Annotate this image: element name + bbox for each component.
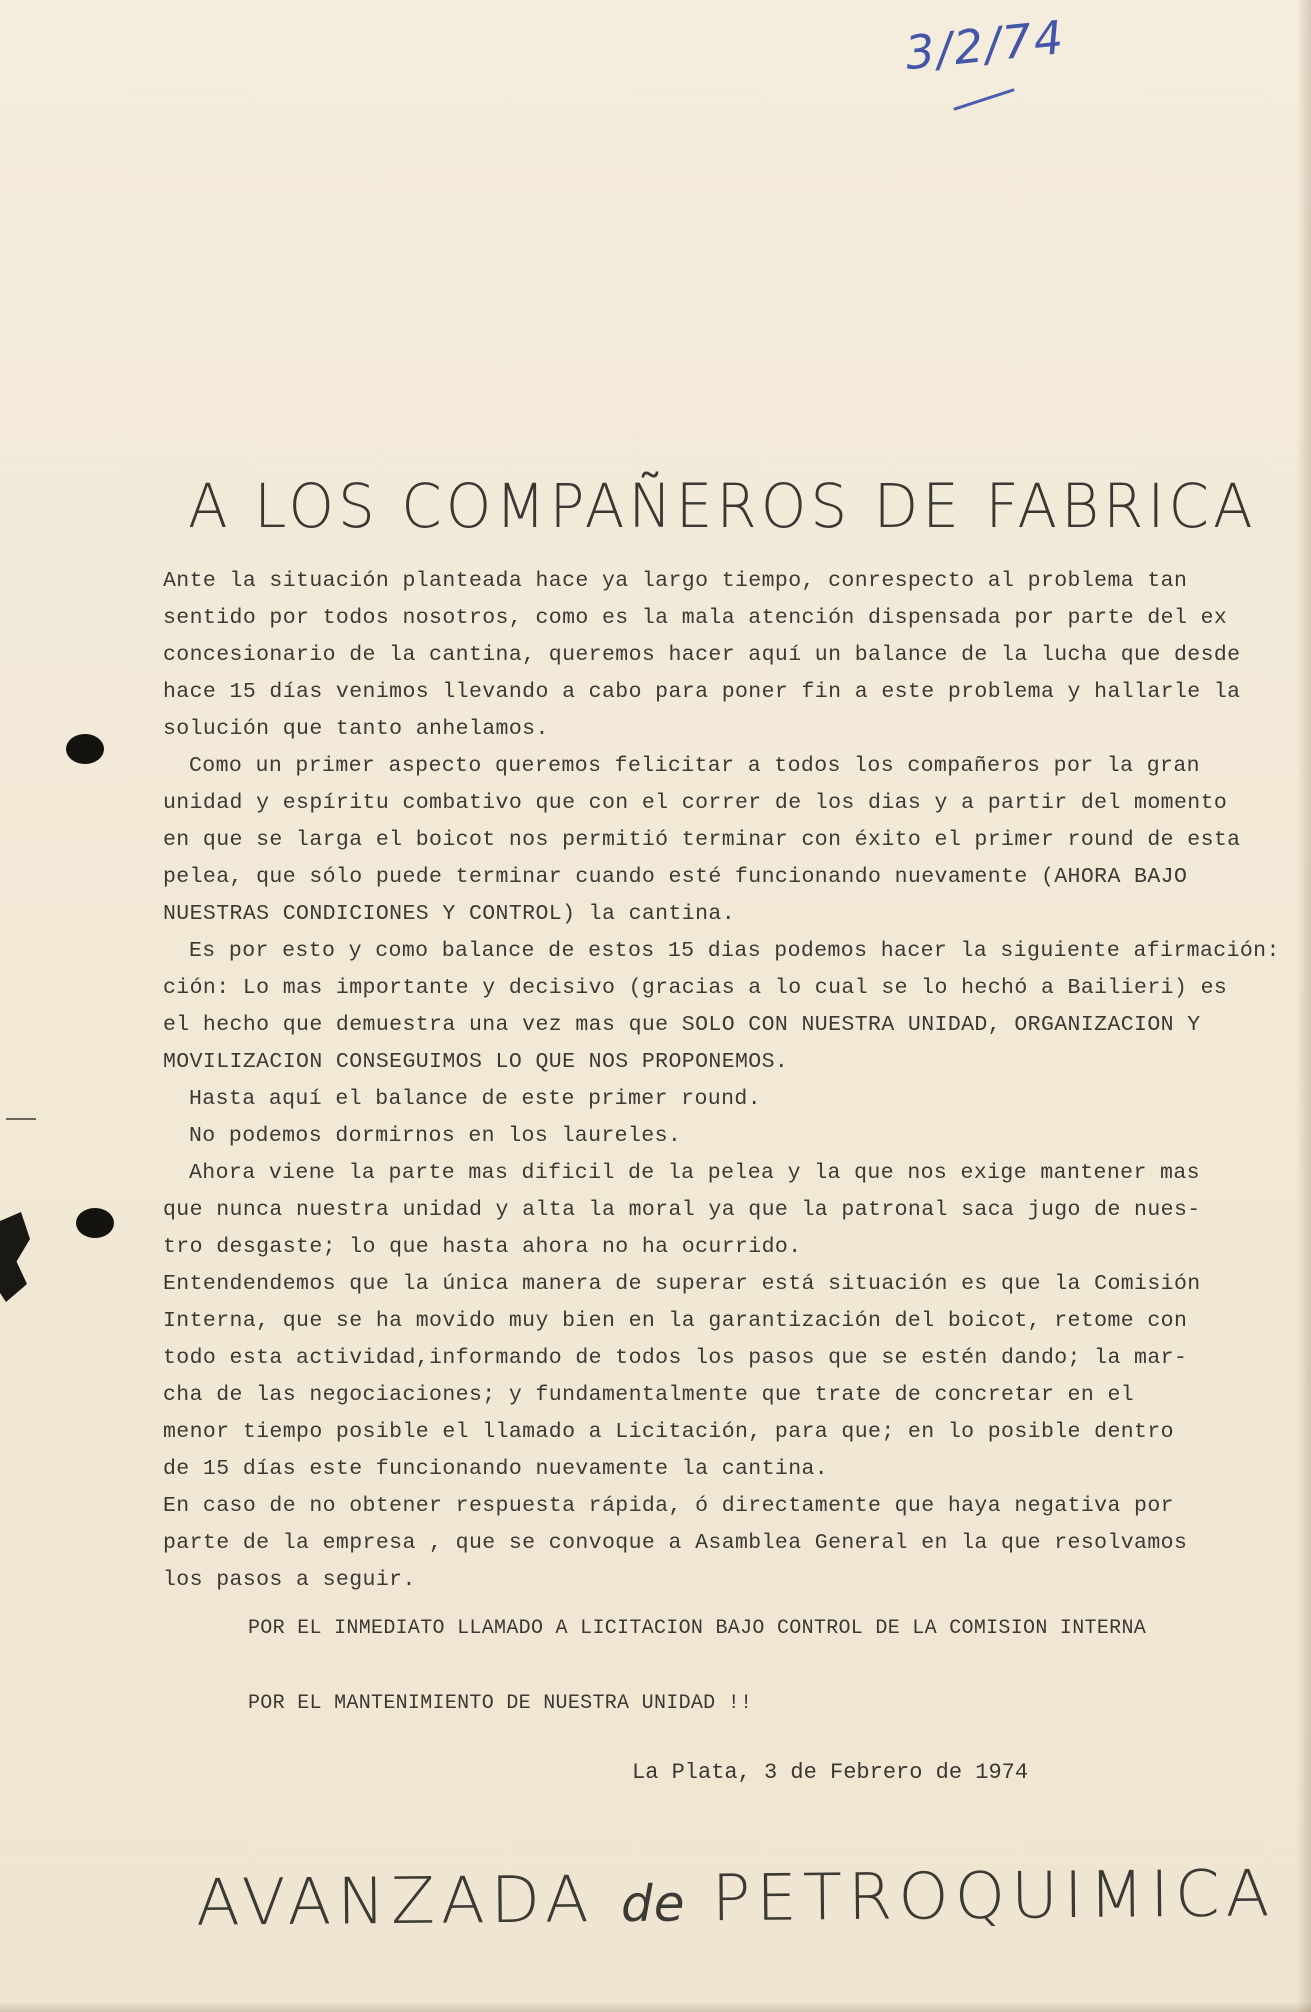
body-line: pelea, que sólo puede terminar cuando esté funcionando nuevamente (AHORA BAJO — [163, 865, 1188, 889]
body-line: Es por esto y como balance de estos 15 dias podemos hacer la siguiente afirmación: — [189, 939, 1280, 963]
body-line: los pasos a seguir. — [163, 1568, 416, 1592]
body-text — [163, 563, 1280, 1599]
body-line: En caso de no obtener respuesta rápida, ó directamente que haya negativa por — [163, 1494, 1174, 1518]
body-line: No podemos dormirnos en los laureles. — [189, 1124, 682, 1148]
handwritten-stroke — [953, 88, 1015, 111]
signature-part: AVANZADA — [195, 1863, 595, 1941]
body-line: concesionario de la cantina, queremos hacer aquí un balance de la lucha que desde — [163, 643, 1241, 667]
page-bottom-shadow — [0, 2002, 1311, 2012]
signature — [196, 1857, 1276, 1940]
body-line: cha de las negociaciones; y fundamentalmente que trate de concretar en el — [163, 1383, 1135, 1407]
body-line: Hasta aquí el balance de este primer round. — [189, 1087, 761, 1111]
signature-part: de — [620, 1874, 686, 1934]
body-line: solución que tanto anhelamos. — [163, 717, 549, 741]
body-line: NUESTRAS CONDICIONES Y CONTROL) la cantina. — [163, 902, 735, 926]
torn-edge-mark — [0, 1212, 30, 1302]
body-line: que nunca nuestra unidad y alta la moral ya que la patronal saca jugo de nues- — [163, 1198, 1201, 1222]
body-line: hace 15 días venimos llevando a cabo para poner fin a este problema y hallarle la — [163, 680, 1241, 704]
body-line: de 15 días este funcionando nuevamente la cantina. — [163, 1457, 829, 1481]
body-line: parte de la empresa , que se convoque a Asamblea General en la que resolvamos — [163, 1531, 1188, 1555]
slogan-licitacion: POR EL INMEDIATO LLAMADO A LICITACION BAJO CONTROL DE LA COMISION INTERNA — [248, 1617, 1147, 1640]
body-line: Ahora viene la parte mas dificil de la pelea y la que nos exige mantener mas — [189, 1161, 1200, 1185]
body-line: Ante la situación planteada hace ya largo tiempo, conrespecto al problema tan — [163, 569, 1188, 593]
body-line: MOVILIZACION CONSEGUIMOS LO QUE NOS PROPONEMOS. — [163, 1050, 789, 1074]
body-line: Entendendemos que la única manera de superar está situación es que la Comisión — [163, 1272, 1201, 1296]
punch-hole-bottom — [76, 1208, 114, 1238]
body-line: unidad y espíritu combativo que con el correr de los dias y a partir del momento — [163, 791, 1228, 815]
body-line: todo esta actividad,informando de todos los pasos que se estén dando; la mar- — [163, 1346, 1188, 1370]
margin-tick — [6, 1118, 36, 1120]
body-line: ción: Lo mas importante y decisivo (gracias a lo cual se lo hechó a Bailieri) es — [163, 976, 1228, 1000]
handwritten-date: 3/2/74 — [902, 9, 1068, 81]
body-line: tro desgaste; lo que hasta ahora no ha ocurrido. — [163, 1235, 802, 1259]
body-line: menor tiempo posible el llamado a Licitación, para que; en lo posible dentro — [163, 1420, 1174, 1444]
body-line: sentido por todos nosotros, como es la mala atención dispensada por parte del ex — [163, 606, 1228, 630]
body-line: Interna, que se ha movido muy bien en la garantización del boicot, retome con — [163, 1309, 1188, 1333]
punch-hole-top — [66, 734, 104, 764]
document-title: A LOS COMPAÑEROS DE FABRICA — [188, 470, 1257, 542]
body-line: en que se larga el boicot nos permitió terminar con éxito el primer round de esta — [163, 828, 1241, 852]
body-line: Como un primer aspecto queremos felicitar a todos los compañeros por la gran — [189, 754, 1200, 778]
signature-part: PETROQUIMICA — [711, 1857, 1276, 1937]
page-edge-shadow — [1297, 0, 1311, 2012]
place-and-date: La Plata, 3 de Febrero de 1974 — [632, 1760, 1029, 1785]
slogan-unidad: POR EL MANTENIMIENTO DE NUESTRA UNIDAD !! — [248, 1692, 753, 1715]
body-line: el hecho que demuestra una vez mas que SOLO CON NUESTRA UNIDAD, ORGANIZACION Y — [163, 1013, 1201, 1037]
